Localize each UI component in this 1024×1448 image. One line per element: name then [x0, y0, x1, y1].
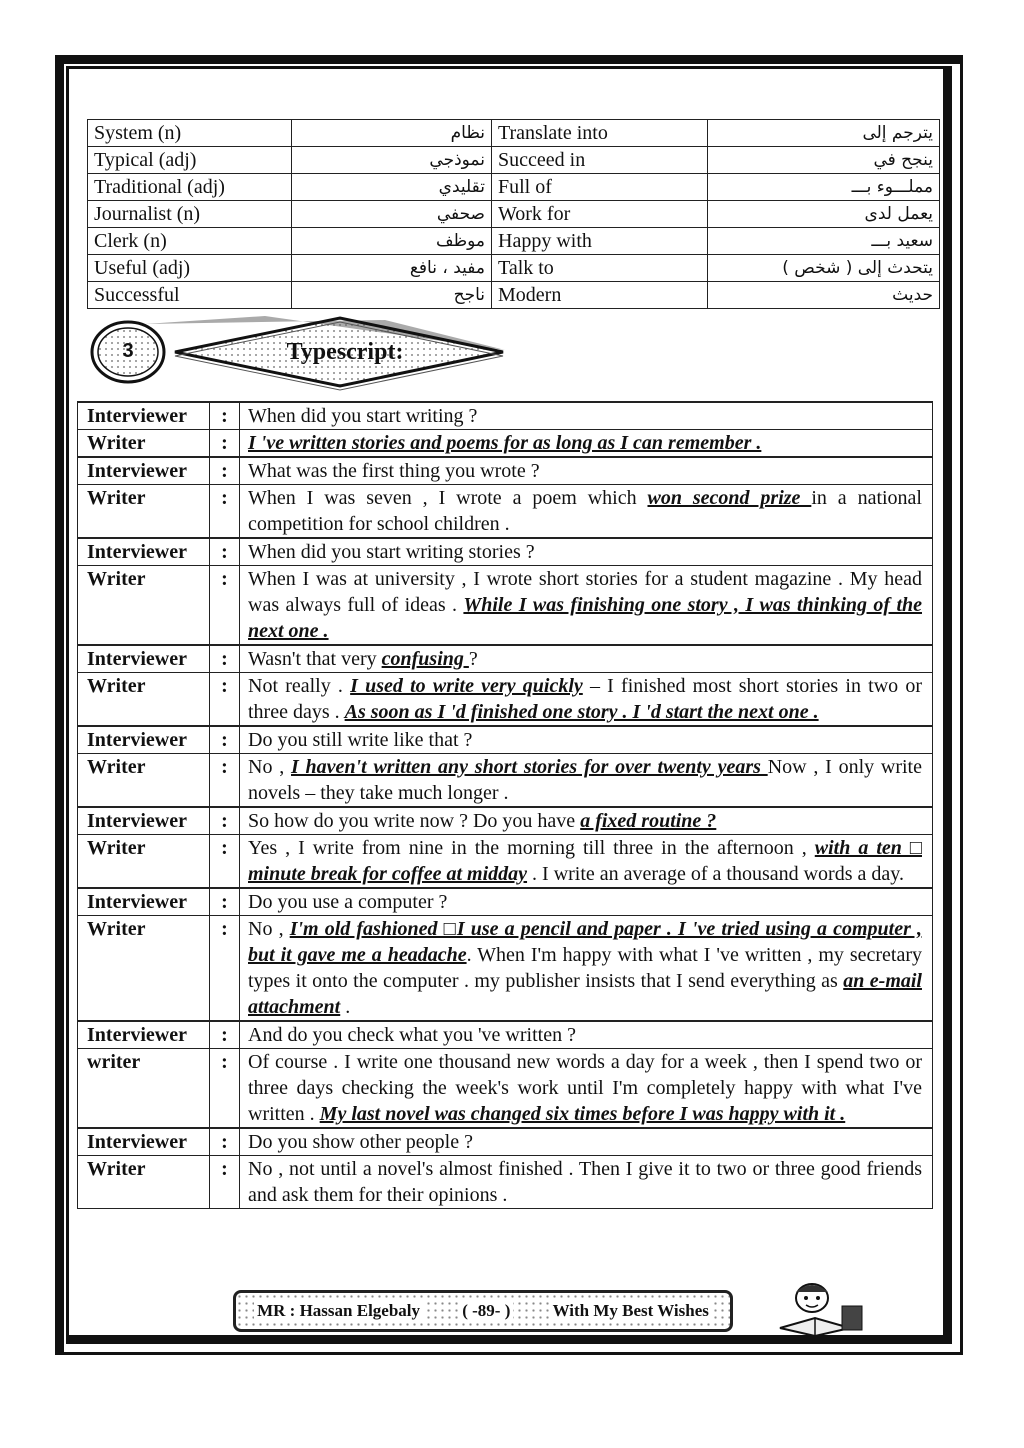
vocab-row: [88, 120, 940, 147]
separator-colon: :: [210, 916, 240, 1022]
separator-colon: :: [210, 754, 240, 808]
separator-colon: :: [210, 1049, 240, 1129]
vocab-arabic-meaning: ناجح: [292, 282, 492, 309]
vocab-row: [88, 174, 940, 201]
text-segment: ?: [468, 648, 478, 670]
vocab-english-term: Translate into: [492, 120, 708, 147]
dialogue-row: [78, 1021, 933, 1049]
highlighted-phrase: I'm old fashioned □I use a pencil and paper . I 've tried using a computer , but it gave me a headache: [248, 918, 922, 966]
text-segment: . I write an average of a thousand words a day.: [527, 863, 904, 885]
text-segment: When did you start writing stories ?: [248, 541, 535, 563]
dialogue-text: [240, 916, 933, 1022]
text-segment: Of course . I write one thousand new words a day for a week , then I spend two or three days checking the week's work until I'm completely happy with what I've written .: [248, 1051, 922, 1125]
dialogue-text: [240, 754, 933, 808]
separator-colon: :: [210, 1128, 240, 1156]
vocab-english-term: Happy with: [492, 228, 708, 255]
speaker-name: Writer: [78, 916, 210, 1022]
dialogue-row: [78, 1128, 933, 1156]
speaker-name: Interviewer: [78, 457, 210, 485]
separator-colon: :: [210, 835, 240, 889]
dialogue-row: [78, 1156, 933, 1209]
section-number: 3: [122, 340, 134, 362]
vocab-arabic-meaning: موظف: [292, 228, 492, 255]
separator-colon: :: [210, 673, 240, 727]
text-segment: in a national competition for school children .: [248, 487, 922, 535]
vocab-row: [88, 201, 940, 228]
dialogue-text: [240, 645, 933, 673]
speaker-name: Writer: [78, 754, 210, 808]
text-segment: .: [340, 996, 351, 1018]
vocab-arabic-meaning: تقليدي: [292, 174, 492, 201]
dialogue-row: [78, 835, 933, 889]
dialogue-row: [78, 402, 933, 430]
separator-colon: :: [210, 430, 240, 458]
dialogue-text: [240, 566, 933, 646]
vocab-row: [88, 228, 940, 255]
text-segment: When did you start writing ?: [248, 405, 478, 427]
dialogue-text: [240, 1021, 933, 1049]
dialogue-row: [78, 430, 933, 458]
vocab-arabic-meaning: حديث: [708, 282, 940, 309]
speaker-name: Interviewer: [78, 402, 210, 430]
highlighted-phrase: As soon as I 'd finished one story . I 'd start the next one .: [344, 701, 819, 723]
highlighted-phrase: an e-mail attachment: [248, 970, 922, 1018]
dialogue-row: [78, 566, 933, 646]
separator-colon: :: [210, 485, 240, 539]
dialogue-text: [240, 835, 933, 889]
dialogue-row: [78, 485, 933, 539]
speaker-name: Interviewer: [78, 1128, 210, 1156]
dialogue-row: [78, 916, 933, 1022]
vocab-english-term: Traditional (adj): [88, 174, 292, 201]
vocabulary-table: [87, 119, 940, 309]
highlighted-phrase: My last novel was changed six times before I was happy with it .: [319, 1103, 846, 1125]
vocab-english-term: Journalist (n): [88, 201, 292, 228]
speaker-name: Interviewer: [78, 1021, 210, 1049]
speaker-name: Interviewer: [78, 726, 210, 754]
vocab-english-term: Successful: [88, 282, 292, 309]
highlighted-phrase: a fixed routine ?: [580, 810, 717, 832]
highlighted-phrase: While I was finishing one story , I was thinking of the next one .: [248, 594, 922, 642]
vocab-english-term: Typical (adj): [88, 147, 292, 174]
separator-colon: :: [210, 807, 240, 835]
vocab-arabic-meaning: صحفي: [292, 201, 492, 228]
vocab-arabic-meaning: يعمل لدى: [708, 201, 940, 228]
vocab-english-term: System (n): [88, 120, 292, 147]
text-segment: No ,: [248, 918, 290, 940]
separator-colon: :: [210, 1156, 240, 1209]
separator-colon: :: [210, 402, 240, 430]
vocab-arabic-meaning: ينجح في: [708, 147, 940, 174]
dialogue-text: [240, 538, 933, 566]
dialogue-row: [78, 673, 933, 727]
separator-colon: :: [210, 645, 240, 673]
speaker-name: Writer: [78, 1156, 210, 1209]
vocab-english-term: Work for: [492, 201, 708, 228]
text-segment: No ,: [248, 756, 291, 778]
speaker-name: Interviewer: [78, 538, 210, 566]
highlighted-phrase: I haven't written any short stories for over twenty years: [291, 756, 768, 778]
speaker-name: Interviewer: [78, 807, 210, 835]
text-segment: And do you check what you 've written ?: [248, 1024, 576, 1046]
dialogue-text: [240, 430, 933, 458]
footer-wishes: With My Best Wishes: [550, 1301, 712, 1321]
dialogue-row: [78, 645, 933, 673]
vocab-english-term: Modern: [492, 282, 708, 309]
dialogue-text: [240, 457, 933, 485]
speaker-name: Interviewer: [78, 888, 210, 916]
dialogue-text: [240, 673, 933, 727]
dialogue-row: [78, 754, 933, 808]
footer-author: MR : Hassan Elgebaly: [254, 1301, 423, 1321]
dialogue-row: [78, 1049, 933, 1129]
reading-student-illustration: [770, 1278, 870, 1340]
footer-page-number: ( -89- ): [459, 1301, 513, 1321]
dialogue-row: [78, 807, 933, 835]
text-segment: – I finished most short stories in two or three days .: [248, 675, 923, 723]
dialogue-text: [240, 1049, 933, 1129]
text-segment: When I was at university , I wrote short stories for a student magazine . My head was always full of ideas .: [248, 568, 922, 616]
separator-colon: :: [210, 1021, 240, 1049]
vocab-arabic-meaning: نموذجي: [292, 147, 492, 174]
text-segment: Not really .: [248, 675, 351, 697]
speaker-name: Writer: [78, 835, 210, 889]
highlighted-phrase: I used to write very quickly: [350, 675, 583, 697]
vocab-arabic-meaning: يتحدث إلى ( شخص ): [708, 255, 940, 282]
vocab-row: [88, 282, 940, 309]
text-segment: Do you show other people ?: [248, 1131, 473, 1153]
vocab-row: [88, 255, 940, 282]
text-segment: Yes , I write from nine in the morning till three in the afternoon ,: [248, 837, 815, 859]
dialogue-text: [240, 485, 933, 539]
speaker-name: Interviewer: [78, 645, 210, 673]
highlighted-phrase: with a ten □ minute break for coffee at midday: [248, 837, 922, 885]
highlighted-phrase: I 've written stories and poems for as long as I can remember .: [248, 432, 762, 454]
text-segment: Do you still write like that ?: [248, 729, 473, 751]
highlighted-phrase: confusing: [381, 648, 469, 670]
text-segment: When I was seven , I wrote a poem which: [248, 487, 648, 509]
separator-colon: :: [210, 566, 240, 646]
section-header: [85, 310, 510, 392]
separator-colon: :: [210, 888, 240, 916]
dialogue-text: [240, 1156, 933, 1209]
vocab-row: [88, 147, 940, 174]
dialogue-table: [77, 401, 933, 1209]
highlighted-phrase: won second prize: [647, 487, 812, 509]
text-segment: Wasn't that very: [248, 648, 382, 670]
separator-colon: :: [210, 538, 240, 566]
section-title: Typescript:: [286, 339, 404, 365]
dialogue-row: [78, 726, 933, 754]
vocab-english-term: Succeed in: [492, 147, 708, 174]
vocab-arabic-meaning: يترجم إلى: [708, 120, 940, 147]
footer-banner: [233, 1290, 733, 1332]
speaker-name: Writer: [78, 566, 210, 646]
text-segment: Now , I only write novels – they take much longer .: [248, 756, 922, 804]
text-segment: . When I'm happy with what I 've written , my secretary types it onto the computer . my publisher insists that I send everything as: [248, 944, 922, 992]
separator-colon: :: [210, 726, 240, 754]
vocab-arabic-meaning: مفيد ، نافع: [292, 255, 492, 282]
dialogue-text: [240, 1128, 933, 1156]
vocab-arabic-meaning: سعيد بـــ: [708, 228, 940, 255]
vocab-arabic-meaning: مملـــوء بـــ: [708, 174, 940, 201]
vocab-english-term: Useful (adj): [88, 255, 292, 282]
vocab-arabic-meaning: نظام: [292, 120, 492, 147]
text-segment: Do you use a computer ?: [248, 891, 448, 913]
dialogue-text: [240, 726, 933, 754]
dialogue-row: [78, 888, 933, 916]
speaker-name: writer: [78, 1049, 210, 1129]
vocab-english-term: Talk to: [492, 255, 708, 282]
separator-colon: :: [210, 457, 240, 485]
speaker-name: Writer: [78, 430, 210, 458]
vocab-english-term: Clerk (n): [88, 228, 292, 255]
vocab-english-term: Full of: [492, 174, 708, 201]
speaker-name: Writer: [78, 673, 210, 727]
speaker-name: Writer: [78, 485, 210, 539]
dialogue-text: [240, 888, 933, 916]
dialogue-row: [78, 538, 933, 566]
dialogue-text: [240, 807, 933, 835]
dialogue-text: [240, 402, 933, 430]
text-segment: What was the first thing you wrote ?: [248, 460, 540, 482]
text-segment: So how do you write now ? Do you have: [248, 810, 581, 832]
text-segment: No , not until a novel's almost finished . Then I give it to two or three good friends and ask them for their opinions .: [248, 1158, 922, 1206]
dialogue-row: [78, 457, 933, 485]
